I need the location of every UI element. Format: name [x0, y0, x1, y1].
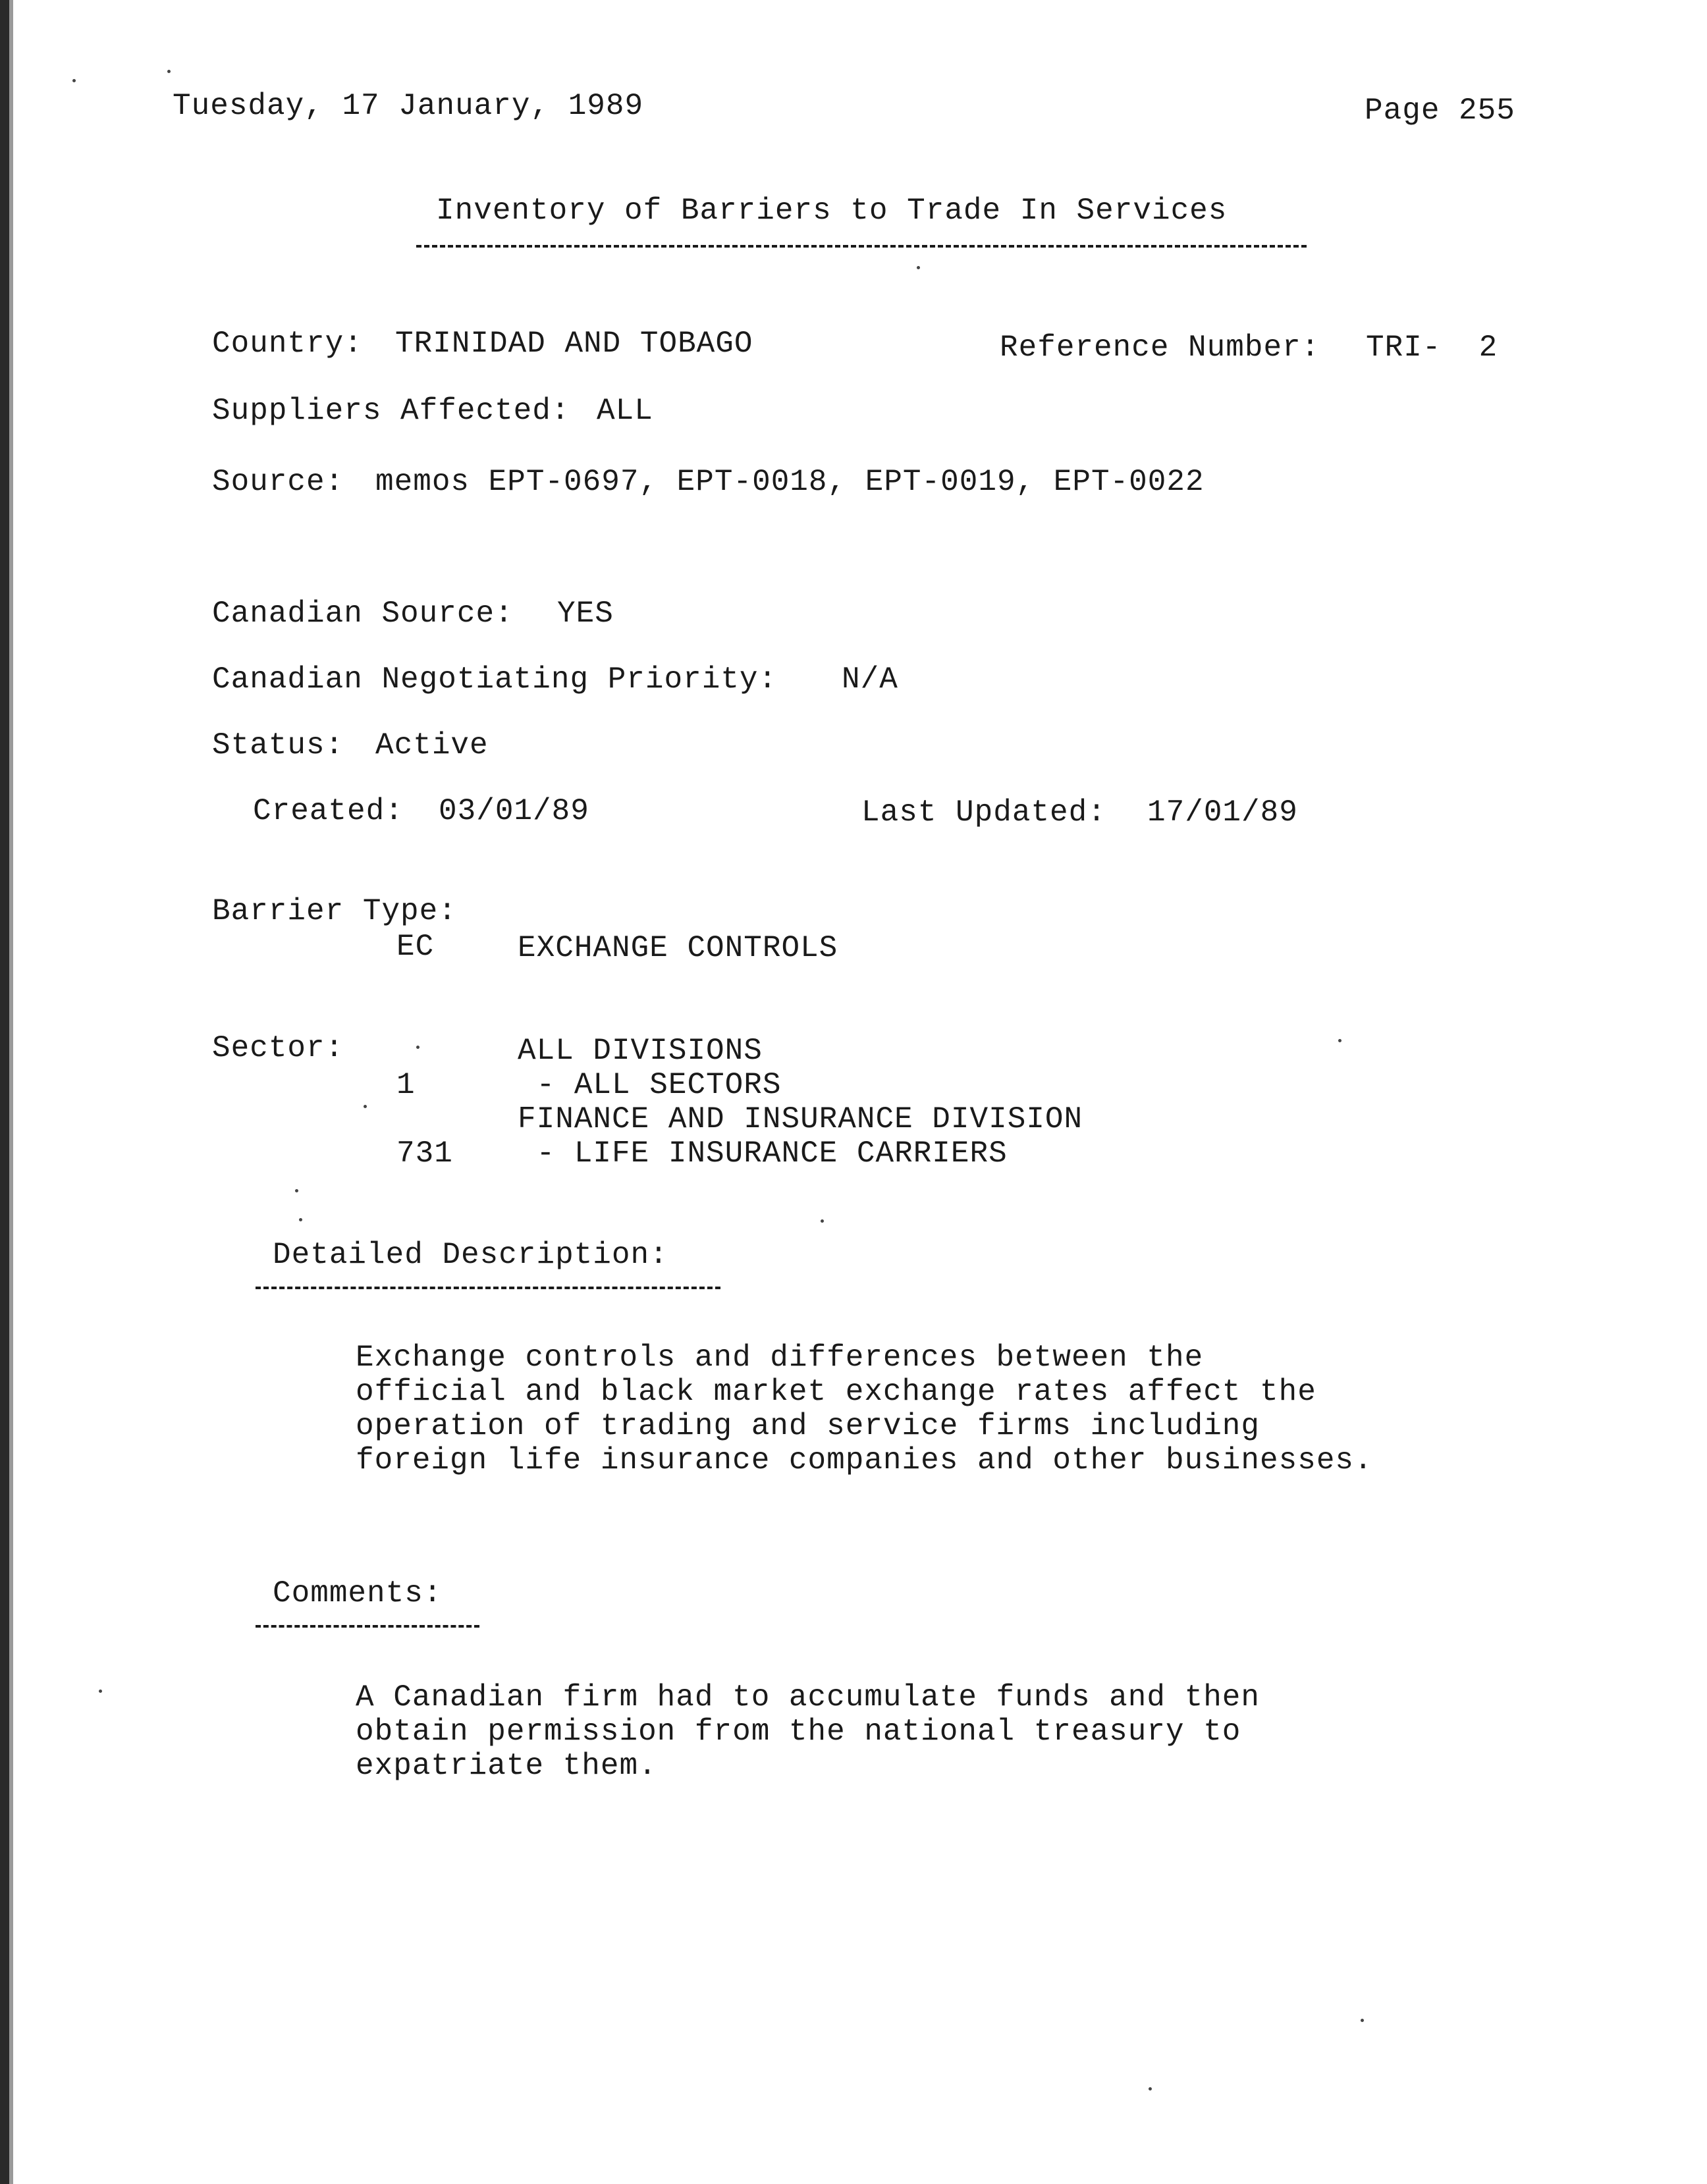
sector-row-text: FINANCE AND INSURANCE DIVISION [518, 1102, 1083, 1136]
description-line: foreign life insurance companies and other businesses. [356, 1443, 1373, 1478]
negotiating-priority-value: N/A [842, 662, 898, 697]
scan-speck [821, 1219, 824, 1223]
barrier-type-code: EC [396, 930, 435, 964]
source-label: Source: [212, 465, 344, 499]
header-page-number: Page 255 [1365, 93, 1515, 128]
scanned-page-edge [0, 0, 9, 2184]
comments-heading: Comments: [273, 1576, 443, 1611]
barrier-type-label: Barrier Type: [212, 894, 457, 928]
sector-row-text: ALL DIVISIONS [518, 1034, 763, 1068]
barrier-type-name: EXCHANGE CONTROLS [518, 931, 838, 965]
status-label: Status: [212, 728, 344, 762]
scan-speck [416, 1046, 420, 1049]
description-line: operation of trading and service firms including [356, 1409, 1260, 1443]
comments-line: expatriate them. [356, 1749, 657, 1783]
sector-row-code: 1 [396, 1068, 416, 1102]
comments-line: obtain permission from the national treasury to [356, 1715, 1241, 1749]
scan-speck [1338, 1039, 1341, 1042]
scan-speck [299, 1218, 302, 1221]
source-value: memos EPT-0697, EPT-0018, EPT-0019, EPT-0022 [375, 465, 1205, 499]
description-line: Exchange controls and differences between the [356, 1341, 1204, 1375]
canadian-source-value: YES [557, 597, 614, 631]
scanned-page-edge-shadow [9, 0, 13, 2184]
comments-underline [256, 1620, 479, 1636]
last-updated-label: Last Updated: [861, 795, 1106, 830]
country-label: Country: [212, 327, 363, 361]
scan-speck [167, 70, 171, 73]
negotiating-priority-label: Canadian Negotiating Priority: [212, 662, 778, 697]
description-line: official and black market exchange rates affect the [356, 1375, 1316, 1409]
comments-line: A Canadian firm had to accumulate funds and then [356, 1680, 1260, 1715]
scan-speck [364, 1105, 367, 1108]
scan-speck [99, 1690, 102, 1693]
created-value: 03/01/89 [439, 794, 589, 828]
scan-speck [1361, 2019, 1364, 2022]
country-value: TRINIDAD AND TOBAGO [395, 327, 753, 361]
reference-number-label: Reference Number: [1000, 331, 1320, 365]
suppliers-affected-value: ALL [597, 394, 653, 428]
scan-speck [295, 1189, 298, 1192]
canadian-source-label: Canadian Source: [212, 597, 514, 631]
scan-speck [917, 266, 920, 269]
sector-label: Sector: [212, 1031, 344, 1065]
description-underline [256, 1281, 720, 1297]
description-heading: Detailed Description: [273, 1238, 668, 1272]
sector-row-text: - LIFE INSURANCE CARRIERS [518, 1136, 1008, 1171]
scan-speck [1149, 2087, 1152, 2091]
created-label: Created: [253, 794, 404, 828]
reference-number-value: TRI- 2 [1366, 331, 1498, 365]
suppliers-affected-label: Suppliers Affected: [212, 394, 570, 428]
document-title: Inventory of Barriers to Trade In Services [436, 194, 1228, 228]
header-date: Tuesday, 17 January, 1989 [173, 89, 644, 123]
last-updated-value: 17/01/89 [1147, 795, 1298, 830]
scan-speck [72, 79, 76, 82]
status-value: Active [375, 728, 489, 762]
sector-row-text: - ALL SECTORS [518, 1068, 782, 1102]
title-underline [416, 237, 1307, 257]
sector-row-code: 731 [396, 1136, 453, 1171]
